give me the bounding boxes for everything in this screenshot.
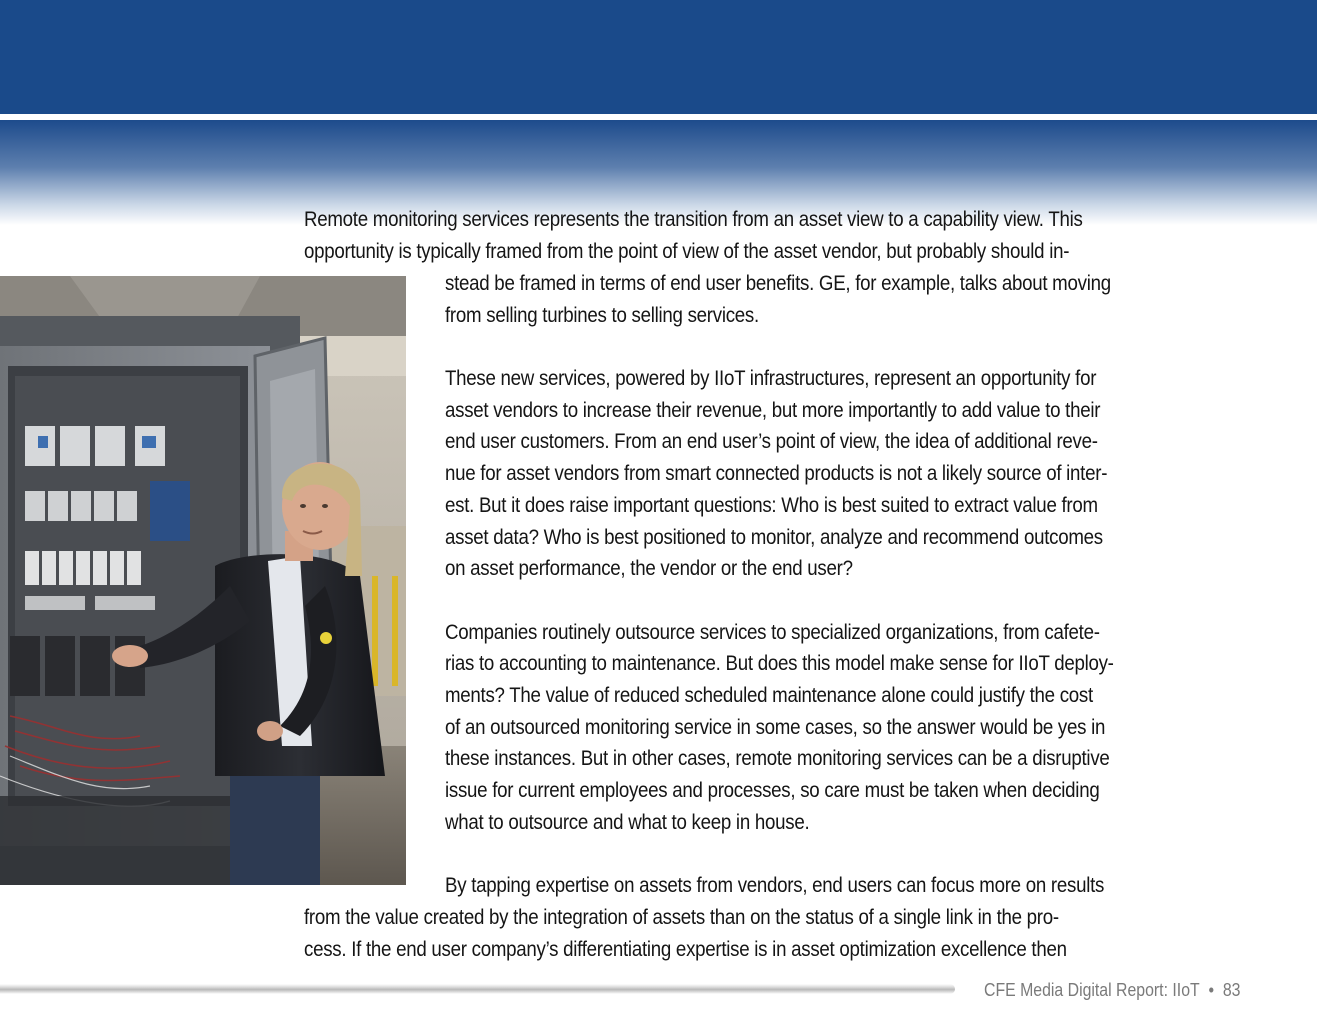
text-line: ments? The value of reduced scheduled maintenance alone could justify the cost: [445, 683, 1093, 707]
footer-rule: [0, 984, 955, 994]
text-line: end user customers. From an end user’s point of view, the idea of additional reve-: [445, 430, 1098, 454]
text-line: on asset performance, the vendor or the end user?: [445, 557, 853, 581]
text-line: Remote monitoring services represents the transition from an asset view to a capability view. This: [304, 208, 1083, 231]
paragraph-intro: [304, 204, 1083, 267]
paragraph-closing: [304, 902, 1067, 965]
text-line: These new services, powered by IIoT infrastructures, represent an opportunity for: [445, 367, 1097, 391]
photo-engineer-control-cabinet: [0, 276, 406, 885]
text-line: By tapping expertise on assets from vendors, end users can focus more on results: [445, 874, 1105, 898]
text-line: stead be framed in terms of end user benefits. GE, for example, talks about moving: [445, 272, 1111, 295]
text-line: opportunity is typically framed from the point of view of the asset vendor, but probably should in-: [304, 239, 1070, 263]
text-line: Companies routinely outsource services to specialized organizations, from cafete-: [445, 620, 1100, 644]
text-line: asset data? Who is best positioned to monitor, analyze and recommend outcomes: [445, 525, 1103, 549]
text-line: rias to accounting to maintenance. But does this model make sense for IIoT deploy-: [445, 652, 1114, 676]
text-line: est. But it does raise important questions: Who is best suited to extract value from: [445, 493, 1098, 517]
text-line: from the value created by the integration of assets than on the status of a single link in the pro-: [304, 906, 1059, 929]
paragraph-intro-continued: [445, 268, 1114, 902]
footer-report-title: CFE Media Digital Report: IIoT: [984, 980, 1200, 1000]
header-band: [0, 0, 1317, 114]
footer-bullet: •: [1208, 980, 1215, 1000]
text-line: from selling turbines to selling services.: [445, 303, 759, 327]
text-line: what to outsource and what to keep in house.: [445, 810, 810, 834]
footer: [984, 980, 1240, 1001]
text-line: cess. If the end user company’s differentiating expertise is in asset optimization excellence then: [304, 937, 1067, 961]
text-line: these instances. But in other cases, remote monitoring services can be a disruptive: [445, 747, 1110, 771]
page-number: 83: [1222, 980, 1241, 1000]
text-line: issue for current employees and processes, so care must be taken when deciding: [445, 779, 1100, 802]
text-line: of an outsourced monitoring service in some cases, so the answer would be yes in: [445, 715, 1106, 739]
text-line: nue for asset vendors from smart connected products is not a likely source of inter-: [445, 462, 1108, 486]
text-line: asset vendors to increase their revenue, but more importantly to add value to their: [445, 398, 1101, 422]
